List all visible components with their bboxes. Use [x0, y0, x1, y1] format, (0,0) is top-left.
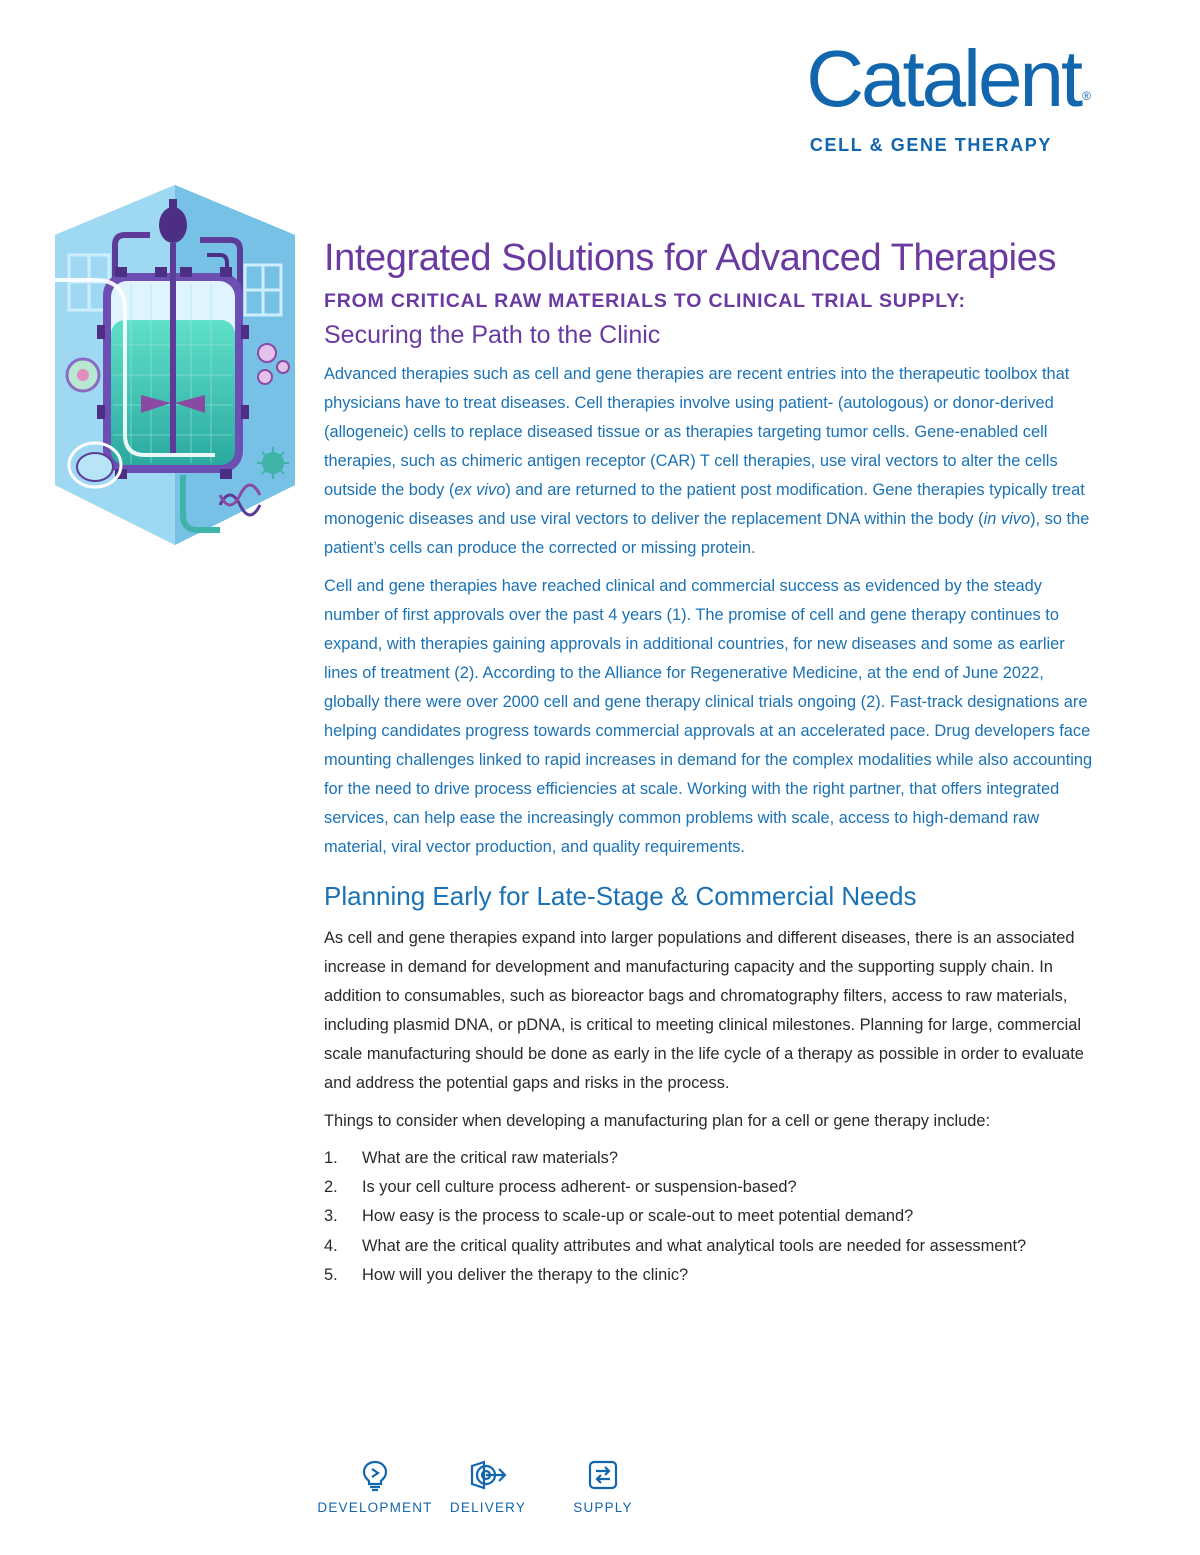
- logo-wordmark: Catalent: [806, 34, 1081, 123]
- section-heading: Planning Early for Late-Stage & Commercial Needs: [324, 881, 917, 911]
- target-arrow-icon: [468, 1458, 508, 1492]
- exchange-arrows-icon: [586, 1458, 620, 1492]
- footer-icons: [317, 1458, 658, 1515]
- considerations-list: [324, 1144, 1094, 1290]
- document-kicker: FROM CRITICAL RAW MATERIALS TO CLINICAL TRIAL SUPPLY:: [324, 290, 966, 312]
- list-item: 5. How will you deliver the therapy to the clinic?: [324, 1265, 689, 1284]
- section-paragraph-2: Things to consider when developing a manufacturing plan for a cell or gene therapy include:: [324, 1112, 991, 1130]
- footer-item-supply: [548, 1458, 658, 1515]
- bioreactor-illustration: [55, 185, 295, 545]
- document-title: Integrated Solutions for Advanced Therapies: [324, 237, 1057, 279]
- main-column: [324, 232, 1094, 1290]
- document-subtitle: Securing the Path to the Clinic: [324, 321, 661, 349]
- footer-label-supply: SUPPLY: [573, 1500, 633, 1515]
- list-item: 2. Is your cell culture process adherent- or suspension-based?: [324, 1178, 797, 1197]
- list-item: 4. What are the critical quality attributes and what analytical tools are needed for assessment?: [324, 1236, 1027, 1255]
- section-paragraph-1: As cell and gene therapies expand into larger populations and different diseases, there is an associated increase in demand for development and manufacturing capacity and the supporting supply chain. In addition to consumables, such as bioreactor bags and chromatography filters, access to raw materials, including plasmid DNA, or pDNA, is critical to meeting clinical milestones. Planning for large, commercial scale manufacturing should be done as early in the life cycle of a therapy as possible in order to evaluate and address the potential gaps and risks in the process.: [324, 929, 1084, 1092]
- footer-label-development: DEVELOPMENT: [317, 1500, 433, 1515]
- footer-label-delivery: DELIVERY: [449, 1500, 527, 1515]
- emphasis-in-vivo: in vivo: [983, 510, 1031, 528]
- catalent-logo: [806, 34, 1088, 156]
- footer-item-development: [317, 1458, 433, 1515]
- list-item: 1. What are the critical raw materials?: [324, 1149, 618, 1167]
- emphasis-ex-vivo: ex vivo: [454, 481, 506, 499]
- intro-paragraph-2: Cell and gene therapies have reached clinical and commercial success as evidenced by the steady number of first approvals over the past 4 years (1). The promise of cell and gene therapy continues to expand, with therapies gaining approvals in additional countries, for new diseases and some as earlier lines of treatment (2). According to the Alliance for Regenerative Medicine, at the end of June 2022, globally there were over 2000 cell and gene therapy clinical trials ongoing (2). Fast-track designations are helping candidates progress towards commercial approvals at an accelerated pace. Drug developers face mounting challenges linked to rapid increases in demand for the complex modalities while also accounting for the need to drive process efficiencies at scale. Working with the right partner, that offers integrated services, can help ease the increasingly common problems with scale, access to high-demand raw material, viral vector production, and quality requirements.: [324, 577, 1093, 856]
- list-item: 3. How easy is the process to scale-up or scale-out to meet potential demand?: [324, 1207, 914, 1226]
- lightbulb-icon: [358, 1458, 392, 1492]
- footer-item-delivery: [428, 1458, 548, 1515]
- registered-mark: ®: [1082, 89, 1088, 103]
- intro-paragraph-1: Advanced therapies such as cell and gene therapies are recent entries into the therapeutic toolbox that physicians have to treat diseases. Cell therapies involve using patient- (autologous) or donor-derived (allogeneic) cells to replace diseased tissue or as therapies targeting tumor cells. Gene-enabled cell therapies, such as chimeric antigen receptor (CAR) T cell therapies, use viral vectors to alter the cells outside the body (ex vivo) and are returned to the patient post modification. Gene therapies typically treat monogenic diseases and use viral vectors to deliver the replacement DNA within the body (in vivo), so the patient’s cells can produce the corrected or missing protein.: [324, 365, 1090, 557]
- logo-division: CELL & GENE THERAPY: [809, 135, 1052, 155]
